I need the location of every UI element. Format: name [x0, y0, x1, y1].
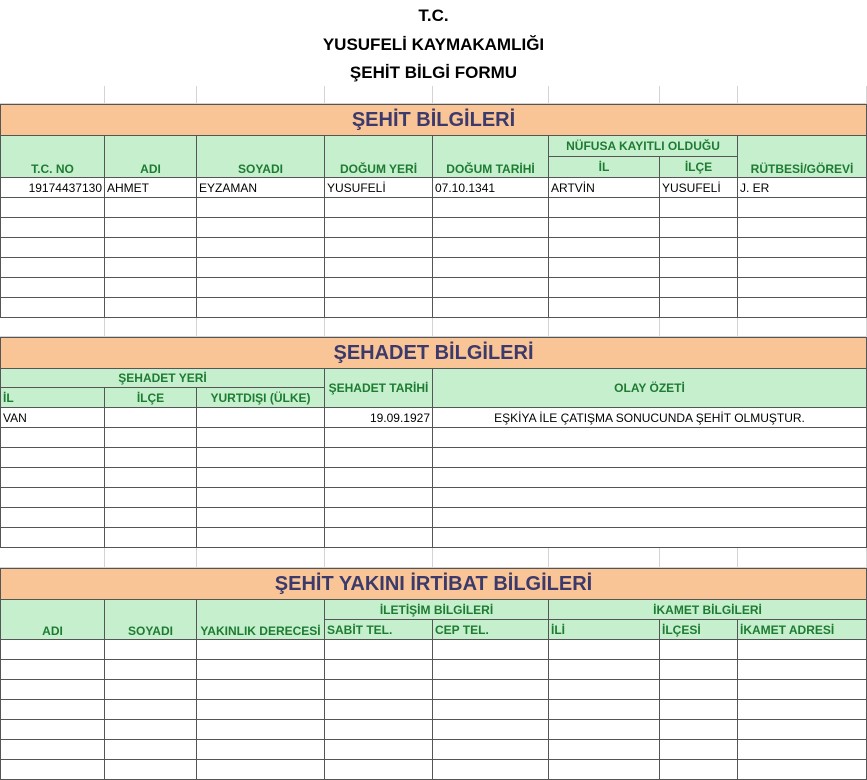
- header-il: İL: [549, 157, 660, 178]
- empty-cell[interactable]: [0, 760, 105, 780]
- empty-cell[interactable]: [433, 488, 867, 508]
- empty-cell[interactable]: [738, 278, 867, 298]
- empty-cell[interactable]: [197, 218, 325, 238]
- empty-cell[interactable]: [660, 218, 738, 238]
- blank-cell[interactable]: [197, 548, 325, 568]
- empty-cell[interactable]: [738, 660, 867, 680]
- empty-cell[interactable]: [549, 298, 660, 318]
- empty-cell[interactable]: [549, 700, 660, 720]
- empty-cell[interactable]: [0, 218, 105, 238]
- blank-cell[interactable]: [433, 86, 549, 104]
- empty-cell[interactable]: [433, 760, 549, 780]
- empty-cell[interactable]: [325, 258, 433, 278]
- empty-cell[interactable]: [660, 298, 738, 318]
- empty-cell[interactable]: [0, 720, 105, 740]
- empty-cell[interactable]: [105, 298, 197, 318]
- empty-cell[interactable]: [738, 760, 867, 780]
- blank-cell[interactable]: [105, 548, 197, 568]
- empty-cell[interactable]: [433, 660, 549, 680]
- empty-cell[interactable]: [433, 508, 867, 528]
- empty-cell[interactable]: [660, 198, 738, 218]
- empty-cell[interactable]: [325, 740, 433, 760]
- sehit-cell[interactable]: J. ER: [738, 178, 867, 198]
- empty-cell[interactable]: [549, 720, 660, 740]
- empty-cell[interactable]: [197, 508, 325, 528]
- empty-cell[interactable]: [105, 218, 197, 238]
- sehit-cell[interactable]: ARTVİN: [549, 178, 660, 198]
- empty-cell[interactable]: [197, 528, 325, 548]
- sehit-cell[interactable]: YUSUFELİ: [325, 178, 433, 198]
- blank-cell[interactable]: [105, 86, 197, 104]
- empty-cell[interactable]: [738, 700, 867, 720]
- empty-cell[interactable]: [0, 428, 105, 448]
- empty-cell[interactable]: [105, 198, 197, 218]
- empty-cell[interactable]: [197, 680, 325, 700]
- empty-cell[interactable]: [433, 238, 549, 258]
- blank-cell[interactable]: [0, 86, 105, 104]
- group-header-sehadet-yeri: ŞEHADET YERİ: [0, 369, 325, 388]
- empty-cell[interactable]: [433, 258, 549, 278]
- blank-cell[interactable]: [325, 318, 433, 337]
- empty-cell[interactable]: [105, 278, 197, 298]
- header-sehadet-ilce: İLÇE: [105, 388, 197, 408]
- blank-cell[interactable]: [325, 86, 433, 104]
- empty-cell[interactable]: [738, 640, 867, 660]
- empty-cell[interactable]: [325, 468, 433, 488]
- blank-cell[interactable]: [105, 318, 197, 337]
- header-yakin-cep-tel: CEP TEL.: [433, 620, 549, 640]
- empty-cell[interactable]: [105, 448, 197, 468]
- empty-cell[interactable]: [325, 680, 433, 700]
- empty-cell[interactable]: [325, 660, 433, 680]
- empty-cell[interactable]: [0, 258, 105, 278]
- empty-cell[interactable]: [197, 760, 325, 780]
- empty-cell[interactable]: [197, 640, 325, 660]
- empty-cell[interactable]: [197, 468, 325, 488]
- empty-cell[interactable]: [660, 740, 738, 760]
- sehit-cell[interactable]: YUSUFELİ: [660, 178, 738, 198]
- empty-cell[interactable]: [433, 278, 549, 298]
- empty-cell[interactable]: [0, 278, 105, 298]
- sehit-cell[interactable]: 19174437130: [0, 178, 105, 198]
- empty-cell[interactable]: [0, 488, 105, 508]
- empty-cell[interactable]: [0, 298, 105, 318]
- header-ilce: İLÇE: [660, 157, 738, 178]
- empty-cell[interactable]: [105, 660, 197, 680]
- empty-cell[interactable]: [197, 238, 325, 258]
- empty-cell[interactable]: [738, 680, 867, 700]
- empty-cell[interactable]: [660, 680, 738, 700]
- header-yakin-sabit-tel: SABİT TEL.: [325, 620, 433, 640]
- empty-cell[interactable]: [660, 760, 738, 780]
- blank-cell[interactable]: [0, 548, 105, 568]
- empty-cell[interactable]: [105, 680, 197, 700]
- empty-cell[interactable]: [549, 680, 660, 700]
- empty-cell[interactable]: [0, 680, 105, 700]
- empty-cell[interactable]: [549, 238, 660, 258]
- empty-cell[interactable]: [433, 700, 549, 720]
- empty-cell[interactable]: [738, 258, 867, 278]
- blank-cell[interactable]: [660, 548, 738, 568]
- empty-cell[interactable]: [738, 298, 867, 318]
- sehadet-cell[interactable]: [197, 408, 325, 428]
- empty-cell[interactable]: [325, 488, 433, 508]
- empty-cell[interactable]: [197, 428, 325, 448]
- empty-cell[interactable]: [325, 508, 433, 528]
- sehit-cell[interactable]: 07.10.1341: [433, 178, 549, 198]
- header-sehadet-il: İL: [0, 388, 105, 408]
- empty-cell[interactable]: [738, 720, 867, 740]
- empty-cell[interactable]: [197, 660, 325, 680]
- empty-cell[interactable]: [0, 700, 105, 720]
- empty-cell[interactable]: [197, 258, 325, 278]
- blank-cell[interactable]: [325, 548, 433, 568]
- blank-cell[interactable]: [738, 318, 867, 337]
- group-header-ikamet: İKAMET BİLGİLERİ: [549, 600, 867, 620]
- empty-cell[interactable]: [660, 238, 738, 258]
- empty-cell[interactable]: [433, 428, 867, 448]
- empty-cell[interactable]: [197, 298, 325, 318]
- header-dogum-yeri: DOĞUM YERİ: [325, 136, 433, 178]
- empty-cell[interactable]: [738, 218, 867, 238]
- sehadet-cell[interactable]: 19.09.1927: [325, 408, 433, 428]
- empty-cell[interactable]: [660, 640, 738, 660]
- section-title-sehadet: ŞEHADET BİLGİLERİ: [0, 337, 867, 369]
- blank-cell[interactable]: [433, 548, 549, 568]
- empty-cell[interactable]: [325, 298, 433, 318]
- empty-cell[interactable]: [0, 448, 105, 468]
- empty-cell[interactable]: [105, 760, 197, 780]
- empty-cell[interactable]: [549, 218, 660, 238]
- title-line-2: YUSUFELİ KAYMAKAMLIĞI: [322, 34, 545, 54]
- empty-cell[interactable]: [325, 198, 433, 218]
- empty-cell[interactable]: [433, 640, 549, 660]
- empty-cell[interactable]: [105, 640, 197, 660]
- section-title-sehit: ŞEHİT BİLGİLERİ: [0, 104, 867, 136]
- empty-cell[interactable]: [433, 720, 549, 740]
- blank-cell[interactable]: [197, 318, 325, 337]
- header-dogum-tarihi: DOĞUM TARİHİ: [433, 136, 549, 178]
- header-olay-ozeti: OLAY ÖZETİ: [433, 369, 867, 408]
- empty-cell[interactable]: [0, 528, 105, 548]
- empty-cell[interactable]: [325, 428, 433, 448]
- blank-cell[interactable]: [0, 318, 105, 337]
- header-yakin-adi: ADI: [0, 600, 105, 640]
- empty-cell[interactable]: [660, 278, 738, 298]
- blank-cell[interactable]: [738, 548, 867, 568]
- title-line-1: T.C.: [418, 5, 449, 25]
- blank-cell[interactable]: [549, 318, 660, 337]
- empty-cell[interactable]: [549, 198, 660, 218]
- header-tc-no: T.C. NO: [0, 136, 105, 178]
- empty-cell[interactable]: [105, 428, 197, 448]
- empty-cell[interactable]: [197, 198, 325, 218]
- empty-cell[interactable]: [105, 700, 197, 720]
- empty-cell[interactable]: [738, 740, 867, 760]
- blank-cell[interactable]: [197, 86, 325, 104]
- empty-cell[interactable]: [197, 740, 325, 760]
- blank-cell[interactable]: [433, 318, 549, 337]
- empty-cell[interactable]: [433, 298, 549, 318]
- empty-cell[interactable]: [0, 660, 105, 680]
- header-soyadi: SOYADI: [197, 136, 325, 178]
- group-header-nufus: NÜFUSA KAYITLI OLDUĞU: [549, 136, 738, 157]
- header-yurtdisi: YURTDIŞI (ÜLKE): [197, 388, 325, 408]
- empty-cell[interactable]: [549, 740, 660, 760]
- header-sehadet-tarihi: ŞEHADET TARİHİ: [325, 369, 433, 408]
- header-yakin-ili: İLİ: [549, 620, 660, 640]
- header-yakin-ilcesi: İLÇESİ: [660, 620, 738, 640]
- empty-cell[interactable]: [738, 238, 867, 258]
- empty-cell[interactable]: [660, 700, 738, 720]
- empty-cell[interactable]: [0, 640, 105, 660]
- title-line-3: ŞEHİT BİLGİ FORMU: [349, 62, 518, 82]
- empty-cell[interactable]: [660, 660, 738, 680]
- blank-cell[interactable]: [660, 318, 738, 337]
- empty-cell[interactable]: [433, 528, 867, 548]
- group-header-iletisim: İLETİŞİM BİLGİLERİ: [325, 600, 549, 620]
- empty-cell[interactable]: [433, 218, 549, 238]
- empty-cell[interactable]: [0, 198, 105, 218]
- empty-cell[interactable]: [0, 740, 105, 760]
- empty-cell[interactable]: [197, 700, 325, 720]
- empty-cell[interactable]: [197, 448, 325, 468]
- empty-cell[interactable]: [105, 238, 197, 258]
- empty-cell[interactable]: [738, 198, 867, 218]
- header-yakin-yakinlik: YAKINLIK DERECESİ: [197, 600, 325, 640]
- empty-cell[interactable]: [197, 278, 325, 298]
- empty-cell[interactable]: [549, 660, 660, 680]
- empty-cell[interactable]: [325, 700, 433, 720]
- empty-cell[interactable]: [325, 238, 433, 258]
- empty-cell[interactable]: [660, 258, 738, 278]
- section-title-yakin: ŞEHİT YAKINI İRTİBAT BİLGİLERİ: [0, 568, 867, 600]
- header-adi: ADI: [105, 136, 197, 178]
- empty-cell[interactable]: [0, 238, 105, 258]
- empty-cell[interactable]: [105, 508, 197, 528]
- header-yakin-ikamet-adresi: İKAMET ADRESİ: [738, 620, 867, 640]
- empty-cell[interactable]: [105, 528, 197, 548]
- blank-cell[interactable]: [549, 548, 660, 568]
- empty-cell[interactable]: [325, 528, 433, 548]
- empty-cell[interactable]: [325, 720, 433, 740]
- sehadet-cell[interactable]: [105, 408, 197, 428]
- empty-cell[interactable]: [325, 448, 433, 468]
- empty-cell[interactable]: [325, 278, 433, 298]
- sehit-cell[interactable]: AHMET: [105, 178, 197, 198]
- empty-cell[interactable]: [433, 680, 549, 700]
- empty-cell[interactable]: [0, 468, 105, 488]
- empty-cell[interactable]: [105, 468, 197, 488]
- empty-cell[interactable]: [325, 218, 433, 238]
- empty-cell[interactable]: [105, 258, 197, 278]
- sehit-cell[interactable]: EYZAMAN: [197, 178, 325, 198]
- empty-cell[interactable]: [105, 488, 197, 508]
- empty-cell[interactable]: [325, 760, 433, 780]
- blank-cell[interactable]: [660, 86, 738, 104]
- empty-cell[interactable]: [433, 468, 867, 488]
- empty-cell[interactable]: [433, 448, 867, 468]
- sehadet-cell[interactable]: VAN: [0, 408, 105, 428]
- empty-cell[interactable]: [433, 740, 549, 760]
- empty-cell[interactable]: [660, 720, 738, 740]
- blank-cell[interactable]: [738, 86, 867, 104]
- header-yakin-soyadi: SOYADI: [105, 600, 197, 640]
- empty-cell[interactable]: [549, 760, 660, 780]
- empty-cell[interactable]: [433, 198, 549, 218]
- sehadet-cell[interactable]: EŞKİYA İLE ÇATIŞMA SONUCUNDA ŞEHİT OLMUŞTUR.: [433, 408, 867, 428]
- empty-cell[interactable]: [549, 258, 660, 278]
- empty-cell[interactable]: [549, 278, 660, 298]
- blank-cell[interactable]: [549, 86, 660, 104]
- empty-cell[interactable]: [549, 640, 660, 660]
- empty-cell[interactable]: [325, 640, 433, 660]
- empty-cell[interactable]: [197, 488, 325, 508]
- empty-cell[interactable]: [197, 720, 325, 740]
- empty-cell[interactable]: [105, 740, 197, 760]
- empty-cell[interactable]: [0, 508, 105, 528]
- header-rutbe: RÜTBESİ/GÖREVİ: [738, 136, 867, 178]
- empty-cell[interactable]: [105, 720, 197, 740]
